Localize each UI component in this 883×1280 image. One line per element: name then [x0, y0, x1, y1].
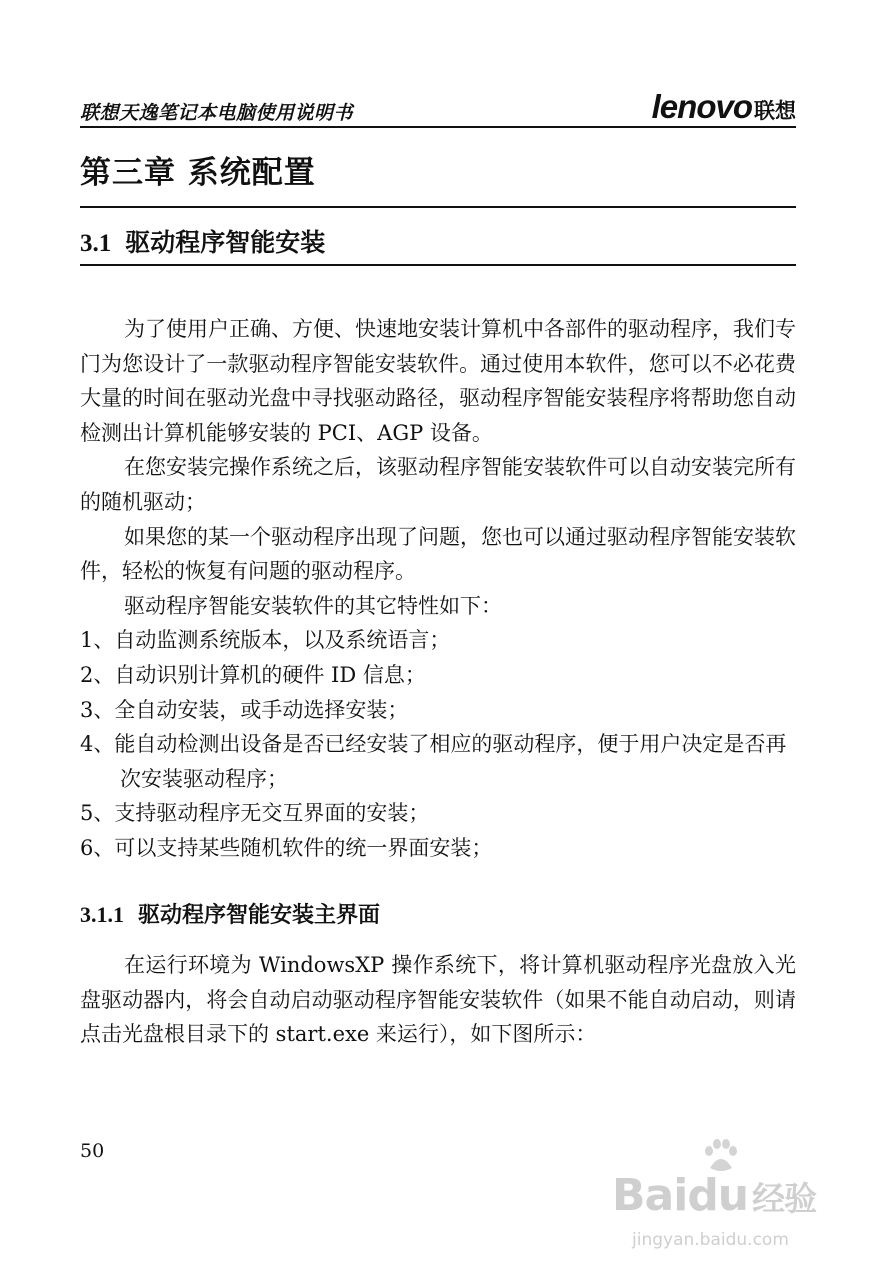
watermark-brand: [612, 1170, 816, 1221]
subsection-heading: [80, 895, 380, 936]
list-item: 4、能自动检测出设备是否已经安装了相应的驱动程序，便于用户决定是否再次安装驱动程序；: [80, 732, 787, 791]
subsection-number: 3.1.1: [80, 902, 124, 927]
paragraph: 为了使用户正确、方便、快速地安装计算机中各部件的驱动程序，我们专门为您设计了一款驱动程序智能安装软件。通过使用本软件，您可以不必花费大量的时间在驱动光盘中寻找驱动路径，驱动程序智能安装程序将帮助您自动检测出计算机能够安装的 PCI、AGP 设备。: [80, 317, 796, 445]
baidu-watermark: [612, 1138, 827, 1258]
lenovo-wordmark: lenovo: [651, 88, 752, 125]
intro-text: [80, 312, 796, 866]
paragraph: 在运行环境为 WindowsXP 操作系统下，将计算机驱动程序光盘放入光盘驱动器内，将会自动启动驱动程序智能安装软件（如果不能自动启动，则请点击光盘根目录下的 start.exe 来运行），如下图所示：: [80, 953, 796, 1047]
chapter-heading: 第三章 系统配置: [80, 150, 796, 208]
section-heading: [80, 222, 796, 266]
paragraph: 在您安装完操作系统之后，该驱动程序智能安装软件可以自动安装完所有的随机驱动；: [80, 455, 796, 514]
paragraph: 如果您的某一个驱动程序出现了问题，您也可以通过驱动程序智能安装软件，轻松的恢复有问题的驱动程序。: [80, 524, 796, 584]
list-item: 5、支持驱动程序无交互界面的安装；: [80, 801, 430, 826]
lenovo-cn-wordmark: 联想: [754, 99, 796, 123]
list-item: 3、全自动安装，或手动选择安装；: [80, 697, 409, 722]
watermark-du: du: [687, 1170, 749, 1221]
paragraph: 驱动程序智能安装软件的其它特性如下：: [124, 593, 502, 618]
watermark-cn: 经验: [752, 1179, 817, 1218]
watermark-url: jingyan.baidu.com: [632, 1230, 789, 1250]
subsection-text: [80, 948, 796, 1052]
list-item: 2、自动识别计算机的硬件 ID 信息；: [80, 662, 426, 687]
list-item: 1、自动监测系统版本，以及系统语言；: [80, 628, 451, 653]
list-item: 6、可以支持某些随机软件的统一界面安装；: [80, 835, 493, 860]
paw-icon: [700, 1138, 740, 1174]
subsection-title: 驱动程序智能安装主界面: [138, 903, 381, 928]
feature-list: [80, 623, 796, 865]
running-header: [80, 88, 796, 128]
page-number: 50: [80, 1140, 105, 1162]
section-number: 3.1: [80, 230, 112, 257]
watermark-latin: Bai: [612, 1170, 688, 1221]
section-title: 驱动程序智能安装: [125, 228, 326, 257]
manual-title: 联想天逸笔记本电脑使用说明书: [80, 102, 354, 124]
lenovo-logo: [652, 88, 796, 126]
